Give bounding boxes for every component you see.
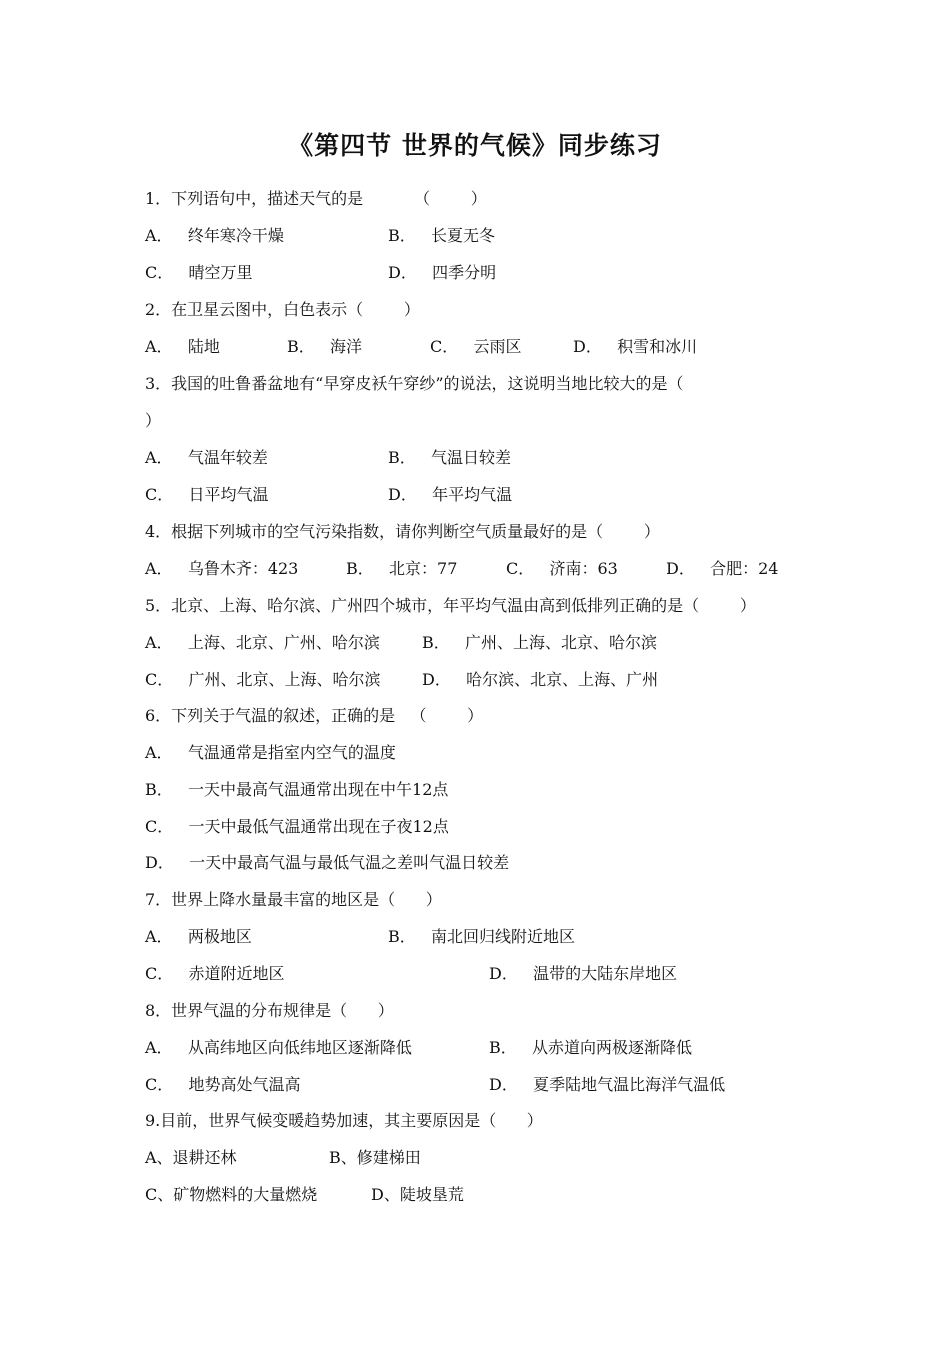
question-9-option-b: B、修建梯田: [329, 1148, 421, 1167]
question-7-option-b: B． 南北回归线附近地区: [388, 927, 576, 946]
question-9-option-a: A、退耕还林: [145, 1148, 237, 1167]
question-5-stem: 5．北京、上海、哈尔滨、广州四个城市，年平均气温由高到低排列正确的是（ ）: [145, 596, 756, 615]
question-7-stem: 7．世界上降水量最丰富的地区是（ ）: [145, 890, 442, 909]
question-6-option-c: C． 一天中最低气温通常出现在子夜12点: [145, 817, 449, 836]
question-3-stem: 3．我国的吐鲁番盆地有“早穿皮袄午穿纱”的说法，这说明当地比较大的是（: [145, 374, 684, 393]
question-3-option-d: D． 年平均气温: [388, 485, 513, 504]
question-5-option-a: A． 上海、北京、广州、哈尔滨: [145, 633, 380, 652]
question-8-stem: 8．世界气温的分布规律是（ ）: [145, 1001, 394, 1020]
question-1-option-a: A． 终年寒冷干燥: [145, 226, 284, 245]
question-6-option-d: D． 一天中最高气温与最低气温之差叫气温日较差: [145, 853, 510, 872]
question-9-option-c: C、矿物燃料的大量燃烧: [145, 1185, 318, 1204]
question-1-stem: 1．下列语句中，描述天气的是 （ ）: [145, 189, 487, 208]
question-7-option-a: A． 两极地区: [145, 927, 252, 946]
question-7-option-c: C． 赤道附近地区: [145, 964, 285, 983]
question-5-option-b: B． 广州、上海、北京、哈尔滨: [422, 633, 658, 652]
question-9-stem: 9.目前，世界气候变暖趋势加速，其主要原因是（ ）: [145, 1111, 543, 1130]
question-4-option-c: C． 济南：63: [506, 559, 618, 578]
question-4-stem: 4．根据下列城市的空气污染指数，请你判断空气质量最好的是（ ）: [145, 522, 660, 541]
question-9-option-d: D、陡坡垦荒: [371, 1185, 464, 1204]
question-3-option-b: B． 气温日较差: [388, 448, 512, 467]
question-3-option-a: A． 气温年较差: [145, 448, 268, 467]
question-4-option-b: B． 北京：77: [346, 559, 458, 578]
question-1-option-c: C． 晴空万里: [145, 263, 253, 282]
question-7-option-d: D． 温带的大陆东岸地区: [489, 964, 678, 983]
question-2-option-d: D． 积雪和冰川: [573, 337, 698, 356]
question-5-option-c: C． 广州、北京、上海、哈尔滨: [145, 670, 381, 689]
question-5-option-d: D． 哈尔滨、北京、上海、广州: [422, 670, 659, 689]
question-8-option-b: B． 从赤道向两极逐渐降低: [489, 1038, 693, 1057]
question-1-option-b: B． 长夏无冬: [388, 226, 496, 245]
question-6-option-a: A． 气温通常是指室内空气的温度: [145, 743, 396, 762]
question-4-option-d: D． 合肥：24: [666, 559, 779, 578]
question-2-option-a: A． 陆地: [145, 337, 220, 356]
question-3-stem-continued: ）: [145, 411, 162, 430]
question-8-option-d: D． 夏季陆地气温比海洋气温低: [489, 1075, 726, 1094]
question-6-stem: 6．下列关于气温的叙述，正确的是 （ ）: [145, 706, 484, 725]
question-2-stem: 2．在卫星云图中，白色表示（ ）: [145, 300, 420, 319]
document-title: 《第四节 世界的气候》同步练习: [288, 131, 662, 160]
question-8-option-a: A． 从高纬地区向低纬地区逐渐降低: [145, 1038, 412, 1057]
question-3-option-c: C． 日平均气温: [145, 485, 269, 504]
question-8-option-c: C． 地势高处气温高: [145, 1075, 301, 1094]
question-2-option-b: B． 海洋: [287, 337, 363, 356]
question-6-option-b: B． 一天中最高气温通常出现在中午12点: [145, 780, 449, 799]
question-2-option-c: C． 云雨区: [430, 337, 522, 356]
question-4-option-a: A． 乌鲁木齐：423: [145, 559, 299, 578]
question-1-option-d: D． 四季分明: [388, 263, 497, 282]
